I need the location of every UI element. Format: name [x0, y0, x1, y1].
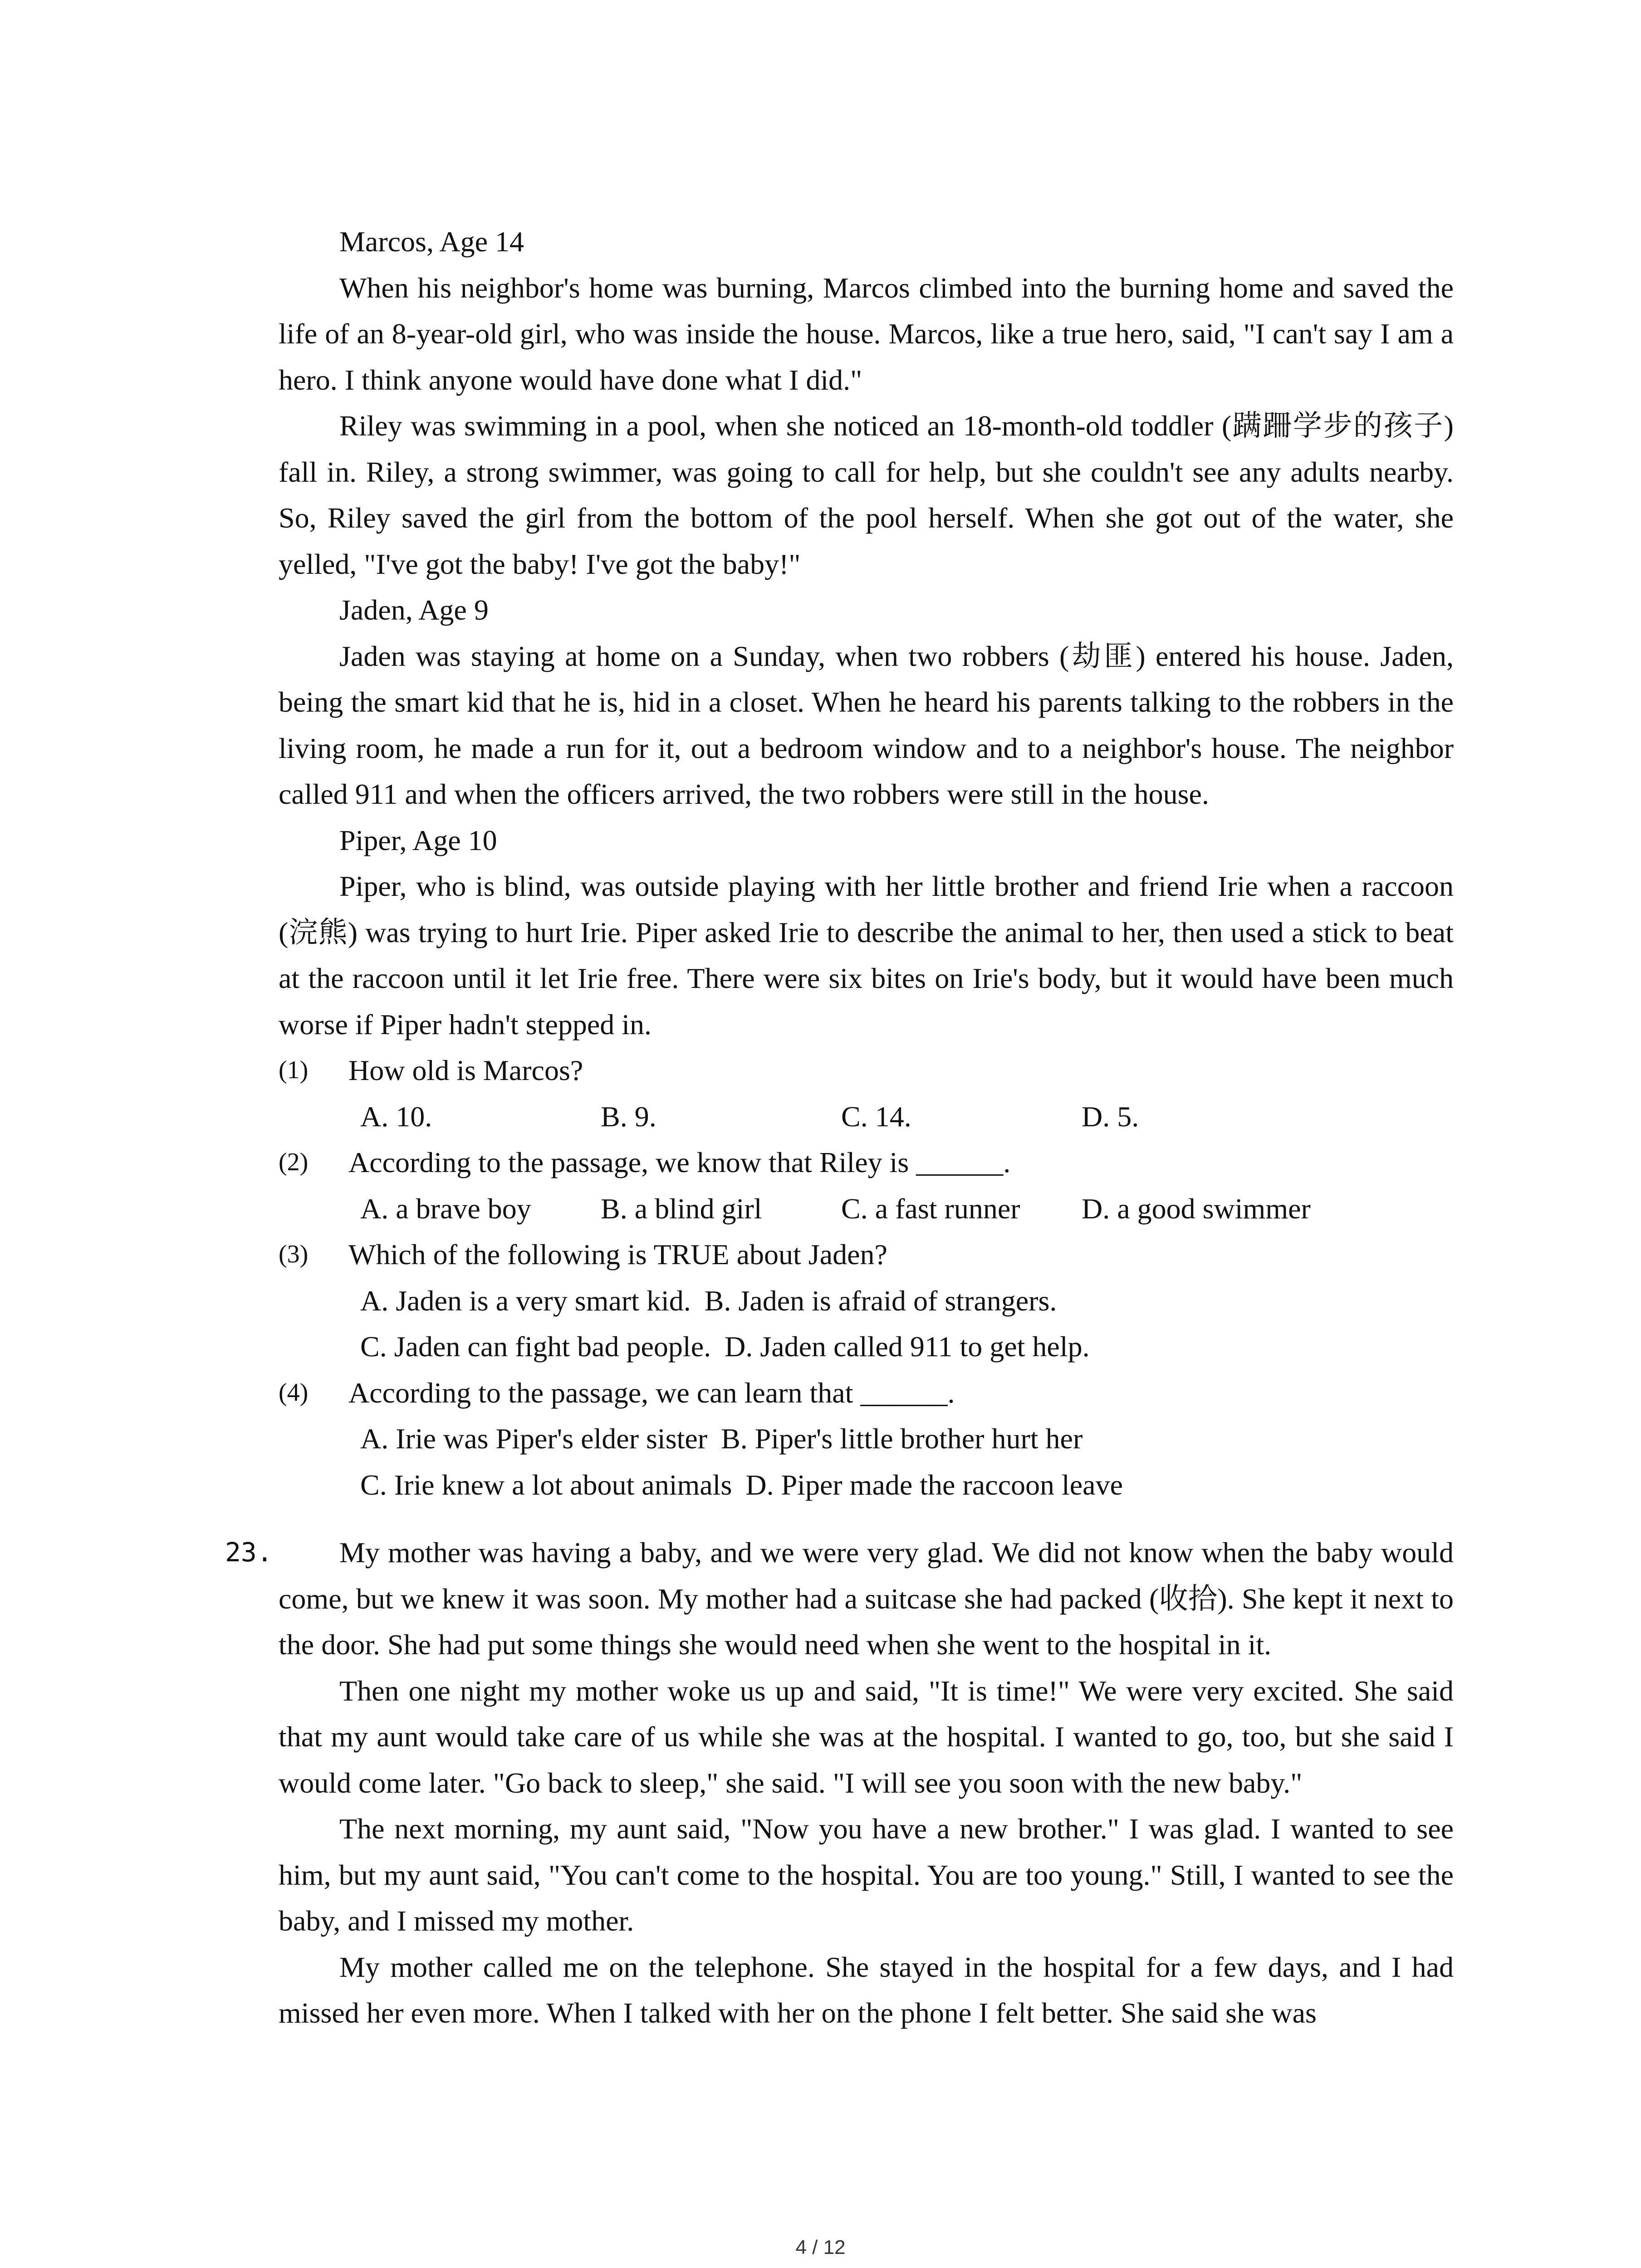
section-23-paragraph-4: My mother called me on the telephone. She stayed in the hospital for a few days, and I had missed her even more. When I talked with her on the phone I felt better. She said she was: [279, 1950, 1454, 2029]
question-number: (2): [279, 1148, 309, 1176]
question-text: Which of the following is TRUE about Jaden?: [348, 1238, 887, 1271]
question-2: [279, 1139, 1454, 1186]
section-23: [225, 1530, 1454, 2036]
riley-paragraph: Riley was swimming in a pool, when she noticed an 18-month-old toddler (蹒跚学步的孩子) fall in. Riley, a strong swimmer, was going to call for help, but she couldn't see any adults nearby. So, Riley saved the girl from the bottom of the pool herself. When she got out of the water, she yelled, "I've got the baby! I've got the baby!": [279, 410, 1454, 580]
option-c: C. Irie knew a lot about animals: [360, 1468, 732, 1501]
question-3: [279, 1232, 1454, 1278]
section-23-paragraph-2: Then one night my mother woke us up and said, "It is time!" We were very excited. She said that my aunt would take care of us while she was at the hospital. I wanted to go, too, but she said I would come later. "Go back to sleep," she said. "I will see you soon with the new baby.": [279, 1674, 1454, 1799]
section-23-paragraph-1: My mother was having a baby, and we were very glad. We did not know when the baby would come, but we knew it was soon. My mother had a suitcase she had packed (收拾). She kept it next to the door. She had put some things she would need when she went to the hospital in it.: [279, 1536, 1454, 1661]
question-text: According to the passage, we can learn that ______.: [348, 1376, 955, 1409]
question-3-options-row-2: [279, 1324, 1454, 1370]
question-number: (1): [279, 1056, 309, 1084]
jaden-paragraph: Jaden was staying at home on a Sunday, when two robbers (劫匪) entered his house. Jaden, being the smart kid that he is, hid in a closet. When he heard his parents talking to the robbers in the living room, he made a run for it, out a bedroom window and to a neighbor's house. The neighbor called 911 and when the officers arrived, the two robbers were still in the house.: [279, 640, 1454, 810]
option-c: C. a fast runner: [841, 1192, 1020, 1225]
jaden-heading: Jaden, Age 9: [339, 594, 489, 626]
question-4-options-row-2: [279, 1462, 1454, 1508]
option-b: B. a blind girl: [601, 1192, 762, 1225]
option-d: D. Jaden called 911 to get help.: [725, 1330, 1090, 1363]
marcos-paragraph: When his neighbor's home was burning, Marcos climbed into the burning home and saved the life of an 8-year-old girl, who was inside the house. Marcos, like a true hero, said, "I can't say I am a hero. I think anyone would have done what I did.": [279, 271, 1454, 396]
question-4-options-row-1: [279, 1416, 1454, 1462]
piper-heading: Piper, Age 10: [339, 824, 497, 856]
question-number: (4): [279, 1378, 309, 1407]
option-d: D. 5.: [1082, 1100, 1139, 1133]
question-number: (3): [279, 1240, 309, 1268]
piper-paragraph: Piper, who is blind, was outside playing with her little brother and friend Irie when a raccoon (浣熊) was trying to hurt Irie. Piper asked Irie to describe the animal to her, then used a stick to beat at the raccoon until it let Irie free. There were six bites on Irie's body, but it would have been much worse if Piper hadn't stepped in.: [279, 870, 1454, 1041]
option-d: D. a good swimmer: [1082, 1192, 1311, 1225]
option-b: B. Piper's little brother hurt her: [721, 1422, 1083, 1455]
question-text: According to the passage, we know that Riley is ______.: [348, 1146, 1011, 1178]
option-d: D. Piper made the raccoon leave: [745, 1468, 1123, 1501]
option-a: A. a brave boy: [360, 1192, 531, 1225]
page-number: 4 / 12: [795, 2236, 846, 2258]
question-2-options: [279, 1186, 1454, 1232]
option-c: C. Jaden can fight bad people.: [360, 1330, 711, 1363]
section-23-paragraph-3: The next morning, my aunt said, "Now you have a new brother." I was glad. I wanted to see him, but my aunt said, "You can't come to the hospital. You are too young." Still, I wanted to see the baby, and I missed my mother.: [279, 1813, 1454, 1937]
option-c: C. 14.: [841, 1100, 911, 1133]
question-4: [279, 1370, 1454, 1416]
section-number: 23.: [225, 1537, 273, 1568]
option-a: A. Irie was Piper's elder sister: [360, 1422, 708, 1455]
question-text: How old is Marcos?: [348, 1054, 583, 1086]
question-3-options-row-1: [279, 1278, 1454, 1324]
option-a: A. 10.: [360, 1100, 432, 1133]
page-content: [225, 219, 1454, 2036]
marcos-heading: Marcos, Age 14: [339, 225, 524, 258]
question-1: [279, 1047, 1454, 1094]
option-b: B. 9.: [601, 1100, 656, 1133]
option-b: B. Jaden is afraid of strangers.: [704, 1284, 1057, 1317]
option-a: A. Jaden is a very smart kid.: [360, 1284, 691, 1317]
question-1-options: [279, 1094, 1454, 1140]
